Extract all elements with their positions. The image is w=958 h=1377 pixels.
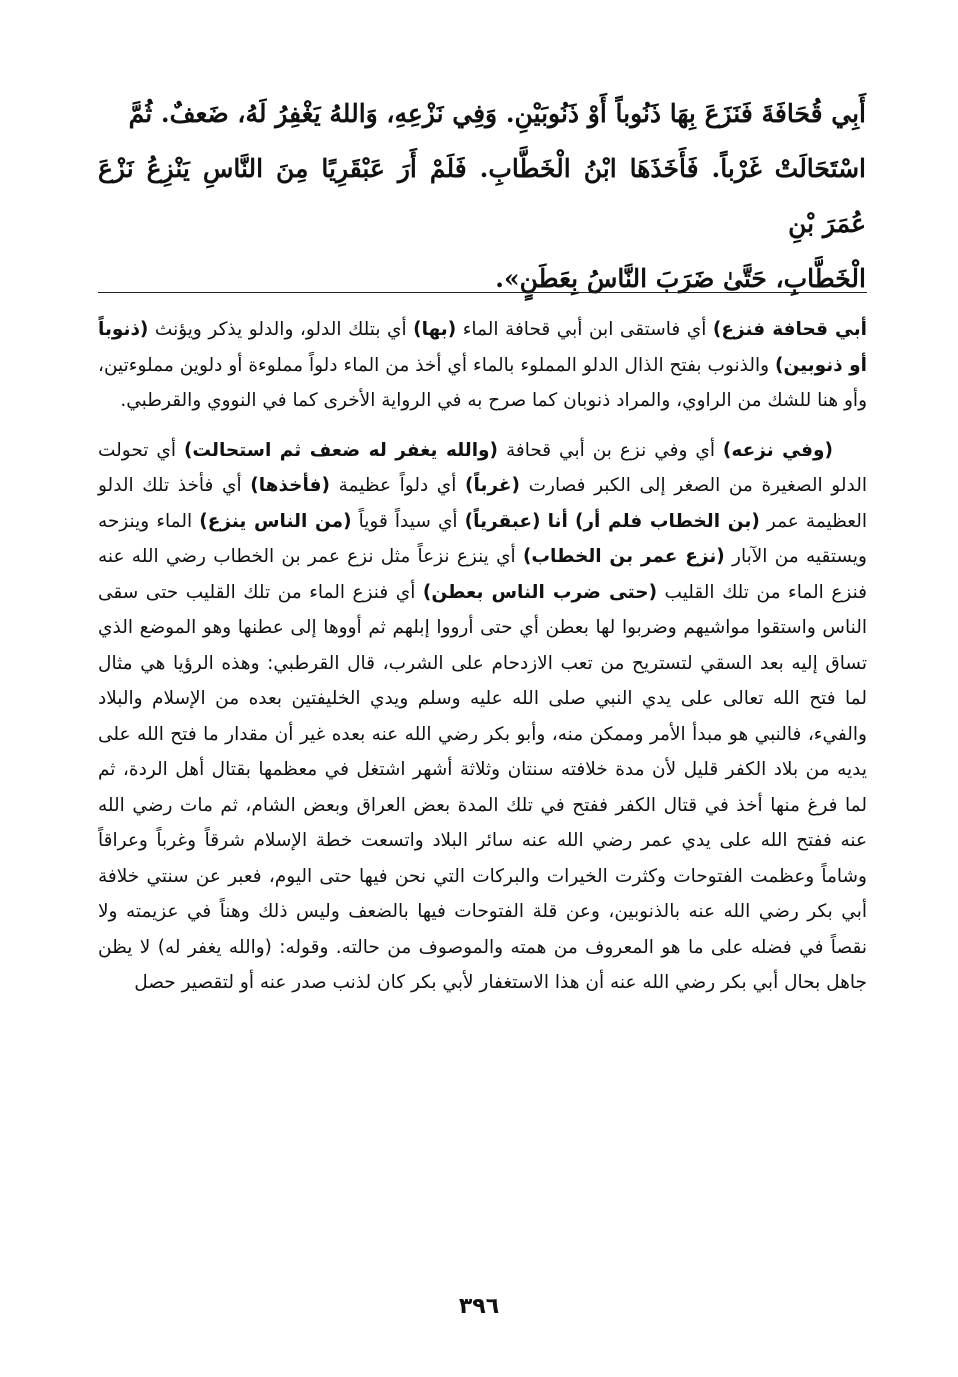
hadith-line: اسْتَحَالَتْ غَرْباً. فَأَخَذَهَا ابْنُ الْخَطَّابِ. فَلَمْ أَرَ عَبْقَرِيًا مِنَ النَّاسِ يَنْزِعُ نَزْعَ عُمَرَ بْنِ <box>98 154 866 238</box>
commentary-text: أي سيداً قوياً <box>351 510 465 532</box>
commentary-paragraph <box>98 433 867 1001</box>
quoted-phrase: (وفي نزعه) <box>722 439 833 461</box>
hadith-block <box>98 86 866 306</box>
quoted-phrase: (فأخذها) <box>250 475 330 496</box>
quoted-phrase: أنا <box>547 510 568 532</box>
commentary-text: أي دلواً عظيمة <box>330 475 466 496</box>
commentary-text: أي بتلك الدلو، والدلو يذكر ويؤنث <box>148 319 414 340</box>
page-number: ٣٩٦ <box>458 1294 500 1319</box>
commentary-text: أي وفي نزع بن أبي قحافة <box>498 439 723 461</box>
quoted-phrase: (بها) <box>413 319 457 340</box>
commentary-text: أي فنزع الماء من تلك القليب حتى سقى الناس واستقوا مواشيهم وضربوا لها بعطن أي حتى أرووا إبلهم ثم أووها إلى عطنها وهو الموضع الذي تساق إليه بعد السقي لتستريح من تعب الازدحام على الشرب، قال القرطبي: وهذه الرؤيا هي مثال لما فتح الله تعالى على يدي النبي صلى الله عليه وسلم ويدي الخليفتين بعده من الإسلام والبلاد والفيء، فالنبي هو مبدأ الأمر وممكن منه، وأبو بكر رضي الله عنه بعده غير أن مقدار ما فتح الله على يديه من بلاد الكفر قليل لأن مدة خلافته سنتان وثلاثة أشهر اشتغل في معظمها بقتال أهل الردة، ثم لما فرغ منها أخذ في قتال الكفر ففتح في تلك المدة بعض العراق وبعض الشام، ثم مات رضي الله عنه ففتح الله على يدي عمر رضي الله عنه سائر البلاد واتسعت خطة الإسلام شرقاً وغرباً وعراقاً وشاماً وعظمت الفتوحات وكثرت الخيرات والبركات التي نحن فيها حتى اليوم، فعبر عن سنتي خلافة أبي بكر رضي الله عنه بالذنوبين، وعن قلة الفتوحات فيها بالضعف وليس ذلك وهناً في عزيمته ولا نقصاً في فضله على ما هو المعروف من همته والموصوف من حالته. وقوله: (والله يغفر له) لا يظن جاهل بحال أبي بكر رضي الله عنه أن هذا الاستغفار لأبي بكر كان لذنب صدر عنه أو لتقصير حصل <box>98 581 867 993</box>
quoted-phrase: (عبقرياً) <box>464 510 541 532</box>
commentary-text: الماء وينزحه ويستقيه من الآبار <box>98 510 867 567</box>
hadith-line: الْخَطَّابِ، حَتَّىٰ ضَرَبَ النَّاسُ بِعَطَنٍ». <box>495 264 866 293</box>
commentary-text: أي ينزع نزعاً مثل نزع عمر بن الخطاب رضي الله عنه فنزع الماء من تلك القليب <box>98 546 868 603</box>
commentary-text: والذنوب بفتح الذال الدلو المملوء بالماء أي أخذ من الماء دلواً مملوءة أو دلوين مملوءتين، وأو هنا للشك من الراوي، والمراد ذنوبان كما صرح به في الرواية الأخرى كما في النووي والقرطبي. <box>98 354 867 411</box>
quoted-phrase: (غرباً) <box>465 475 520 496</box>
quoted-phrase: (بن الخطاب فلم أر) <box>574 510 760 532</box>
quoted-phrase: (ذنوباً أو ذنوبين) <box>98 319 868 376</box>
commentary-text <box>568 511 575 532</box>
commentary-paragraph <box>98 312 867 419</box>
commentary-text: أي فاستقى ابن أبي قحافة الماء <box>456 319 713 340</box>
commentary-text: أي فأخذ تلك الدلو العظيمة عمر <box>98 475 867 532</box>
hadith-text <box>98 86 866 306</box>
quoted-phrase: (نزع عمر بن الخطاب) <box>522 546 725 567</box>
commentary-block <box>98 312 867 1001</box>
footnote-divider <box>98 292 867 293</box>
quoted-phrase: أبي قحافة فنزع) <box>712 319 868 340</box>
quoted-phrase: (حتى ضرب الناس بعطن) <box>422 581 658 603</box>
quoted-phrase: (والله يغفر له ضعف ثم استحالت) <box>183 439 498 461</box>
hadith-line: أَبِي قُحَافَةَ فَنَزَعَ بِهَا ذَنُوباً أَوْ ذَنُوبَيْنِ. وَفِي نَزْعِهِ، وَاللهُ يَغْفِرُ لَهُ، ضَعفٌ. ثُمَّ <box>128 99 866 128</box>
commentary-text <box>541 511 548 532</box>
commentary-text: أي تحولت الدلو الصغيرة من الصغر إلى الكبر فصارت <box>98 439 867 496</box>
quoted-phrase: (من الناس ينزع) <box>199 510 352 532</box>
